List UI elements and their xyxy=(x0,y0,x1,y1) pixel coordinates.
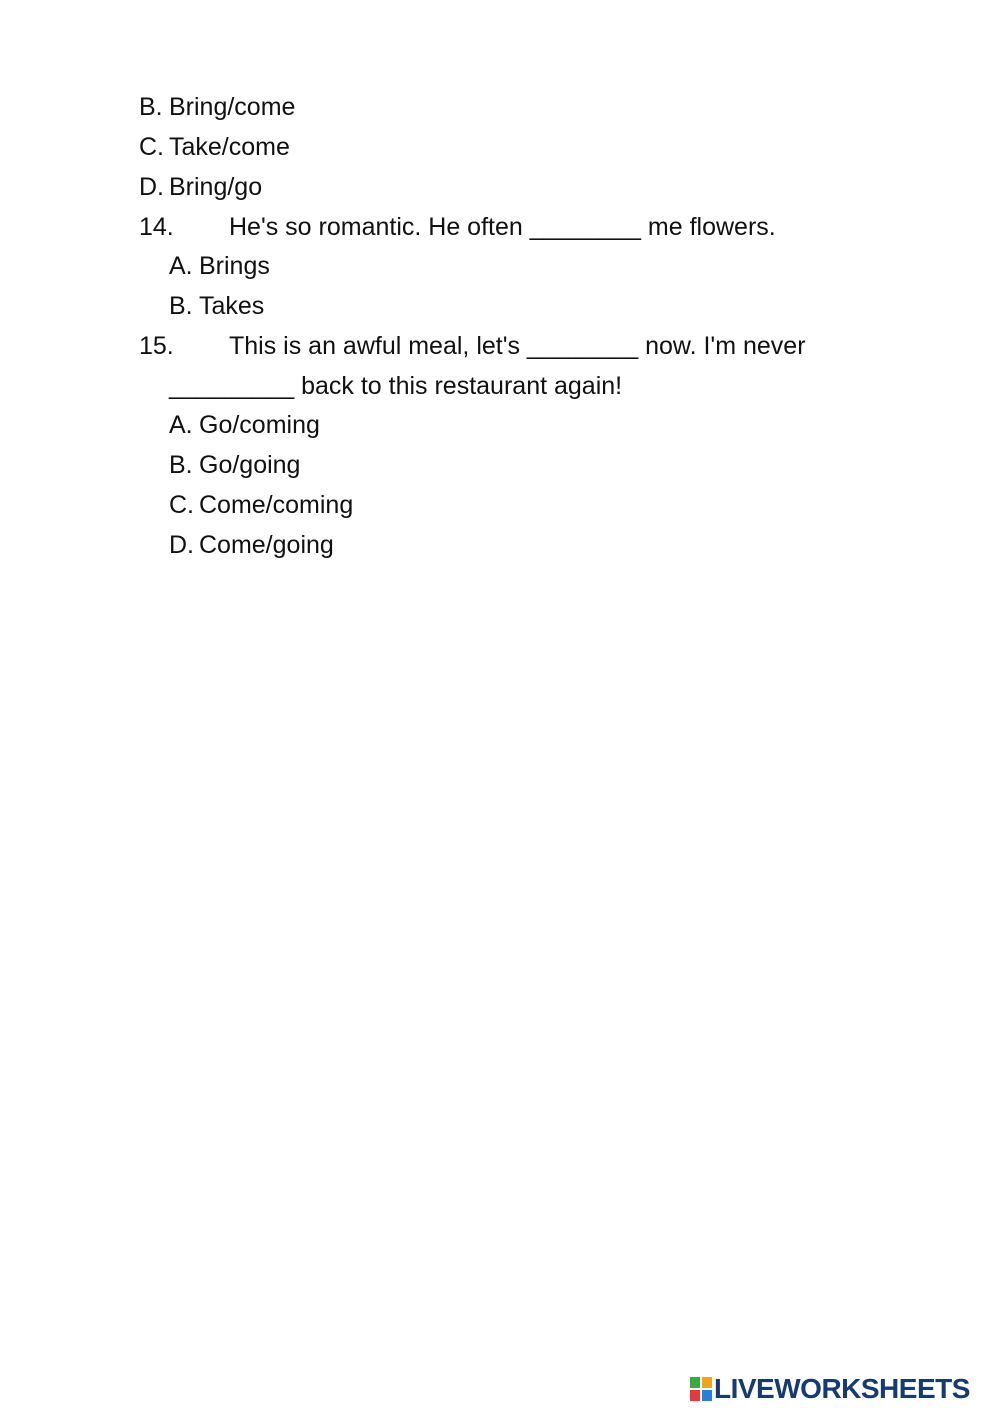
q14-option-a xyxy=(169,251,270,281)
option-text: Take/come xyxy=(169,133,290,161)
q13-option-b xyxy=(139,92,295,122)
question-number: 15. xyxy=(139,332,174,360)
option-text: Bring/come xyxy=(169,93,296,121)
option-text: Takes xyxy=(199,292,265,320)
liveworksheets-logo-text: LIVEWORKSHEETS xyxy=(714,1373,970,1404)
option-letter: C. xyxy=(139,133,164,161)
option-letter: B. xyxy=(139,93,163,121)
liveworksheets-logo xyxy=(690,1374,970,1404)
option-letter: B. xyxy=(169,292,193,320)
q13-option-d xyxy=(139,172,262,202)
question-14 xyxy=(139,212,776,242)
option-text: Go/going xyxy=(199,451,301,479)
option-letter: A. xyxy=(169,252,193,280)
question-text: This is an awful meal, let's ________ now. I'm never xyxy=(229,332,806,360)
option-text: Come/going xyxy=(199,531,334,559)
option-text: Go/coming xyxy=(199,411,320,439)
option-letter: D. xyxy=(169,531,194,559)
question-text: He's so romantic. He often ________ me flowers. xyxy=(229,213,776,241)
q14-option-b xyxy=(169,291,264,321)
question-15-continuation: _________ back to this restaurant again! xyxy=(169,372,623,400)
q15-option-b xyxy=(169,450,300,480)
question-number: 14. xyxy=(139,213,174,241)
liveworksheets-logo-icon xyxy=(690,1377,712,1401)
option-letter: A. xyxy=(169,411,193,439)
option-text: Brings xyxy=(199,252,270,280)
option-text: Come/coming xyxy=(199,491,354,519)
option-letter: D. xyxy=(139,173,164,201)
question-15 xyxy=(139,331,806,361)
option-letter: C. xyxy=(169,491,194,519)
q15-option-a xyxy=(169,410,320,440)
option-text: Bring/go xyxy=(169,173,263,201)
q13-option-c xyxy=(139,132,290,162)
q15-option-c xyxy=(169,490,353,520)
q15-option-d xyxy=(169,530,334,560)
option-letter: B. xyxy=(169,451,193,479)
